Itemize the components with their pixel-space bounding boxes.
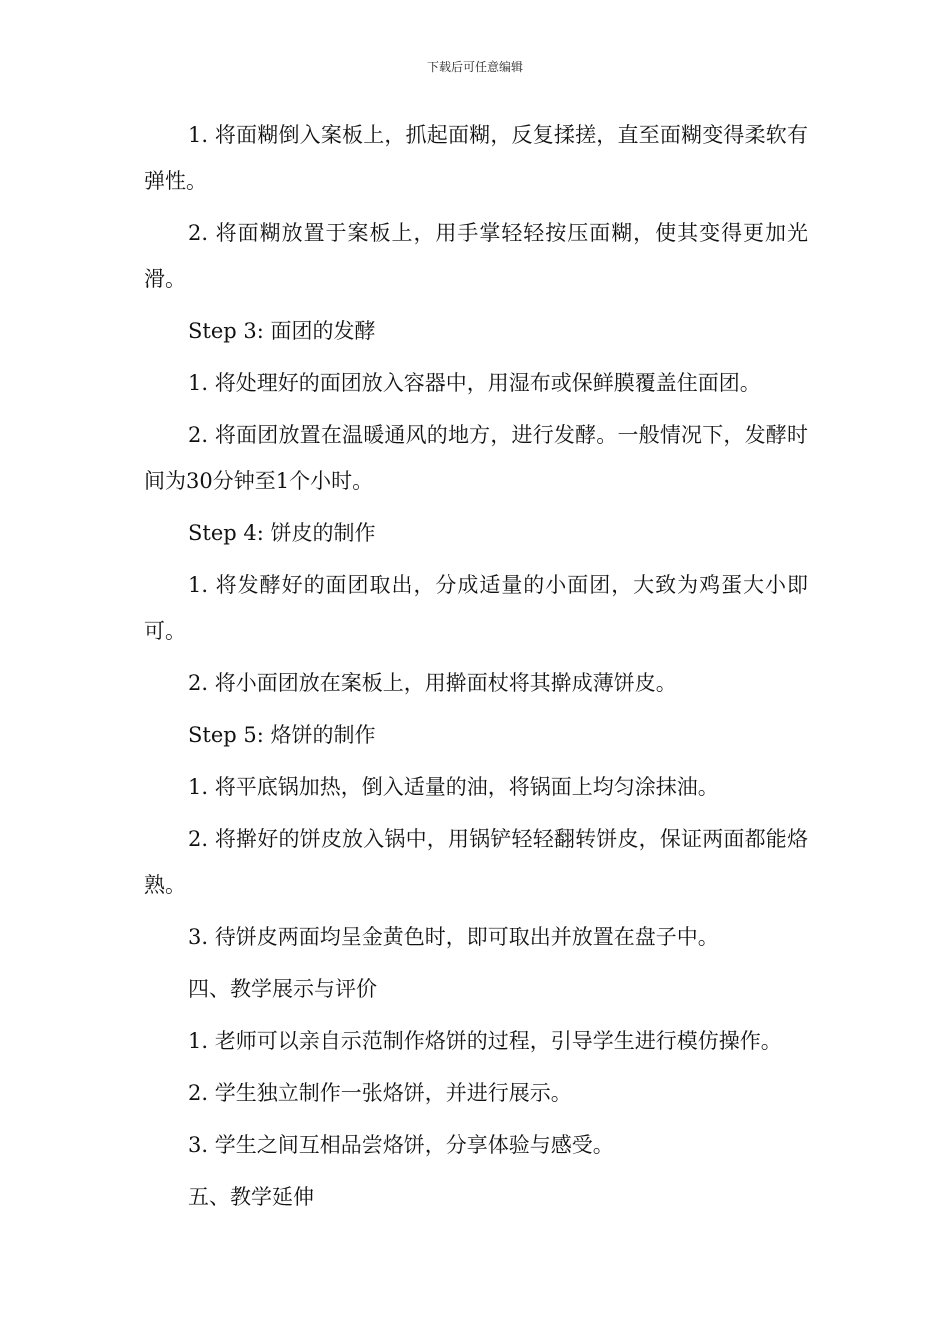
step-2-item-1: 1. 将面糊倒入案板上，抓起面糊，反复揉搓，直至面糊变得柔软有弹性。 bbox=[144, 123, 808, 193]
step-4-item-1: 1. 将发酵好的面团取出，分成适量的小面团，大致为鸡蛋大小即可。 bbox=[144, 573, 808, 643]
step-4-heading: Step 4: 饼皮的制作 bbox=[188, 521, 376, 545]
step-4-item-2: 2. 将小面团放在案板上，用擀面杖将其擀成薄饼皮。 bbox=[188, 671, 677, 695]
step-3-heading: Step 3: 面团的发酵 bbox=[188, 319, 376, 343]
section-4-heading: 四、教学展示与评价 bbox=[188, 977, 377, 1001]
step-5-heading: Step 5: 烙饼的制作 bbox=[188, 723, 376, 747]
section-4-item-1: 1. 老师可以亲自示范制作烙饼的过程，引导学生进行模仿操作。 bbox=[188, 1029, 782, 1053]
section-5-heading: 五、教学延伸 bbox=[188, 1185, 314, 1209]
step-5-item-1: 1. 将平底锅加热，倒入适量的油，将锅面上均匀涂抹油。 bbox=[188, 775, 719, 799]
step-3-item-1: 1. 将处理好的面团放入容器中，用湿布或保鲜膜覆盖住面团。 bbox=[188, 371, 761, 395]
step-5-item-2: 2. 将擀好的饼皮放入锅中，用锅铲轻轻翻转饼皮，保证两面都能烙熟。 bbox=[144, 827, 808, 897]
section-4-item-2: 2. 学生独立制作一张烙饼，并进行展示。 bbox=[188, 1081, 572, 1105]
section-4-item-3: 3. 学生之间互相品尝烙饼，分享体验与感受。 bbox=[188, 1133, 614, 1157]
document-body bbox=[144, 112, 808, 1226]
page-header-note: 下载后可任意编辑 bbox=[426, 60, 523, 74]
step-2-item-2: 2. 将面糊放置于案板上，用手掌轻轻按压面糊，使其变得更加光滑。 bbox=[144, 221, 808, 291]
step-3-item-2: 2. 将面团放置在温暖通风的地方，进行发酵。一般情况下，发酵时间为30分钟至1个小时。 bbox=[144, 423, 808, 493]
step-5-item-3: 3. 待饼皮两面均呈金黄色时，即可取出并放置在盘子中。 bbox=[188, 925, 719, 949]
